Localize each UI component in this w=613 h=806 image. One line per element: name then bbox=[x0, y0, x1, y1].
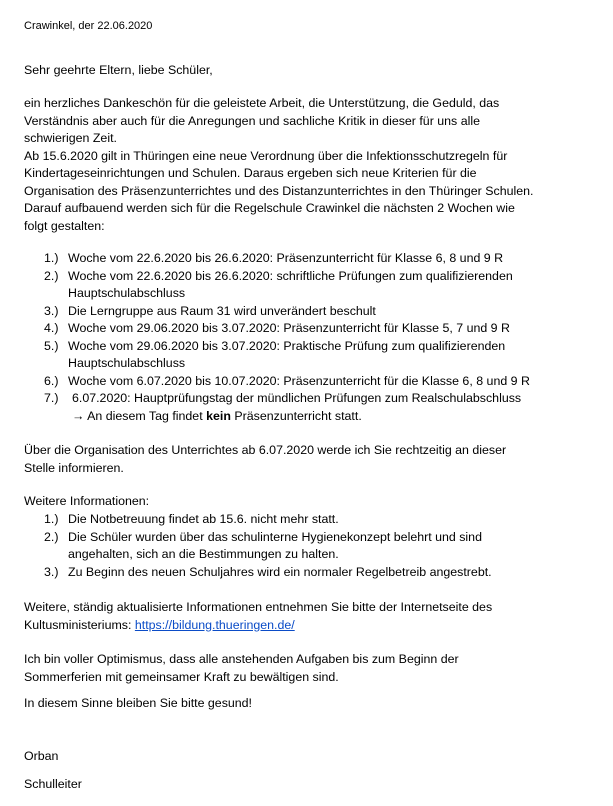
ministry-paragraph bbox=[24, 599, 591, 634]
greeting: Sehr geehrte Eltern, liebe Schüler, bbox=[24, 63, 213, 77]
intro-line: Darauf aufbauend werden sich für die Regelschule Crawinkel die nächsten 2 Wochen wie bbox=[24, 201, 515, 215]
intro-paragraph bbox=[24, 95, 591, 235]
note-bold-word: kein bbox=[206, 408, 231, 423]
organisation-line: Stelle informieren. bbox=[24, 460, 124, 475]
closing-line: In diesem Sinne bleiben Sie bitte gesund! bbox=[24, 696, 253, 710]
list-item-text: Hauptschulabschluss bbox=[68, 356, 186, 370]
list-item bbox=[24, 268, 591, 303]
optimism-line: Sommerferien mit gemeinsamer Kraft zu bewältigen sind. bbox=[24, 669, 339, 684]
list-number: 3.) bbox=[44, 564, 59, 579]
ministry-prefix: Kultusministeriums: bbox=[24, 617, 132, 632]
list-item bbox=[24, 373, 591, 391]
organisation-paragraph bbox=[24, 442, 591, 477]
list-item bbox=[24, 250, 591, 268]
intro-line: Verständnis aber auch für die Anregungen und sachliche Kritik in dieser für uns alle bbox=[24, 113, 480, 128]
intro-line: Kindertageseinrichtungen und Schulen. Daraus ergeben sich neue Kriterien für die bbox=[24, 166, 477, 180]
list-number: 1.) bbox=[44, 251, 59, 265]
optimism-line: Ich bin voller Optimismus, dass alle anstehenden Aufgaben bis zum Beginn der bbox=[24, 652, 459, 666]
list-item-text: Hauptschulabschluss bbox=[68, 286, 186, 300]
list-number: 2.) bbox=[44, 529, 59, 544]
note-text-before: An diesem Tag findet bbox=[87, 408, 203, 423]
list-item bbox=[24, 303, 591, 321]
schedule-note bbox=[68, 408, 591, 426]
list-item-text: angehalten, sich an die Bestimmungen zu halten. bbox=[68, 547, 339, 561]
intro-line: Ab 15.6.2020 gilt in Thüringen eine neue Verordnung über die Infektionsschutzregeln für bbox=[24, 148, 508, 163]
list-number: 7.) bbox=[44, 391, 59, 405]
list-item bbox=[24, 511, 591, 529]
organisation-line: Über die Organisation des Unterrichtes ab 6.07.2020 werde ich Sie rechtzeitig an dieser bbox=[24, 443, 507, 457]
dateline: Crawinkel, der 22.06.2020 bbox=[24, 20, 153, 32]
intro-line: Organisation des Präsenzunterrichtes und des Distanzunterrichtes in den Thüringer Schulen. bbox=[24, 183, 534, 198]
more-info-list bbox=[24, 511, 591, 581]
list-item bbox=[24, 564, 591, 582]
list-number: 1.) bbox=[44, 512, 59, 526]
list-item-text: 6.07.2020: Hauptprüfungstag der mündlichen Prüfungen zum Realschulabschluss bbox=[72, 391, 522, 405]
list-number: 6.) bbox=[44, 373, 59, 388]
signature-name: Orban bbox=[24, 749, 59, 763]
intro-line: schwierigen Zeit. bbox=[24, 131, 117, 145]
list-item-text: Die Schüler wurden über das schulinterne Hygienekonzept belehrt und sind bbox=[68, 529, 482, 544]
intro-line: ein herzliches Dankeschön für die geleistete Arbeit, die Unterstützung, die Geduld, das bbox=[24, 96, 500, 110]
list-item bbox=[24, 529, 591, 564]
list-item bbox=[24, 320, 591, 338]
more-info-heading: Weitere Informationen: bbox=[24, 494, 150, 508]
signature-role: Schulleiter bbox=[24, 777, 82, 791]
list-number: 2.) bbox=[44, 268, 59, 283]
arrow-icon: → bbox=[72, 408, 85, 423]
list-item bbox=[24, 338, 591, 373]
list-item bbox=[24, 390, 591, 425]
list-item-text: Woche vom 22.6.2020 bis 26.6.2020: Präsenzunterricht für Klasse 6, 8 und 9 R bbox=[68, 251, 504, 265]
ministry-link[interactable]: https://bildung.thueringen.de/ bbox=[134, 617, 295, 632]
list-item-text: Woche vom 22.6.2020 bis 26.6.2020: schriftliche Prüfungen zum qualifizierenden bbox=[68, 268, 513, 283]
list-item-text: Woche vom 6.07.2020 bis 10.07.2020: Präsenzunterricht für die Klasse 6, 8 und 9 R bbox=[68, 373, 530, 388]
list-item-text: Die Lerngruppe aus Raum 31 wird unverändert beschult bbox=[68, 303, 376, 318]
note-text-after: Präsenzunterricht statt. bbox=[234, 408, 362, 423]
schedule-list bbox=[24, 250, 591, 425]
list-number: 4.) bbox=[44, 321, 59, 335]
optimism-paragraph bbox=[24, 651, 591, 686]
list-item-text: Woche vom 29.06.2020 bis 3.07.2020: Präsenzunterricht für Klasse 5, 7 und 9 R bbox=[68, 321, 510, 335]
list-number: 3.) bbox=[44, 303, 59, 318]
list-number: 5.) bbox=[44, 338, 59, 353]
list-item-text: Zu Beginn des neuen Schuljahres wird ein normaler Regelbetreib angestrebt. bbox=[68, 564, 492, 579]
list-item-text: Woche vom 29.06.2020 bis 3.07.2020: Praktische Prüfung zum qualifizierenden bbox=[68, 338, 506, 353]
ministry-line: Weitere, ständig aktualisierte Informationen entnehmen Sie bitte der Internetseite des bbox=[24, 600, 493, 614]
list-item-text: Die Notbetreuung findet ab 15.6. nicht mehr statt. bbox=[68, 512, 339, 526]
intro-line: folgt gestalten: bbox=[24, 218, 105, 233]
ministry-line bbox=[24, 617, 591, 635]
